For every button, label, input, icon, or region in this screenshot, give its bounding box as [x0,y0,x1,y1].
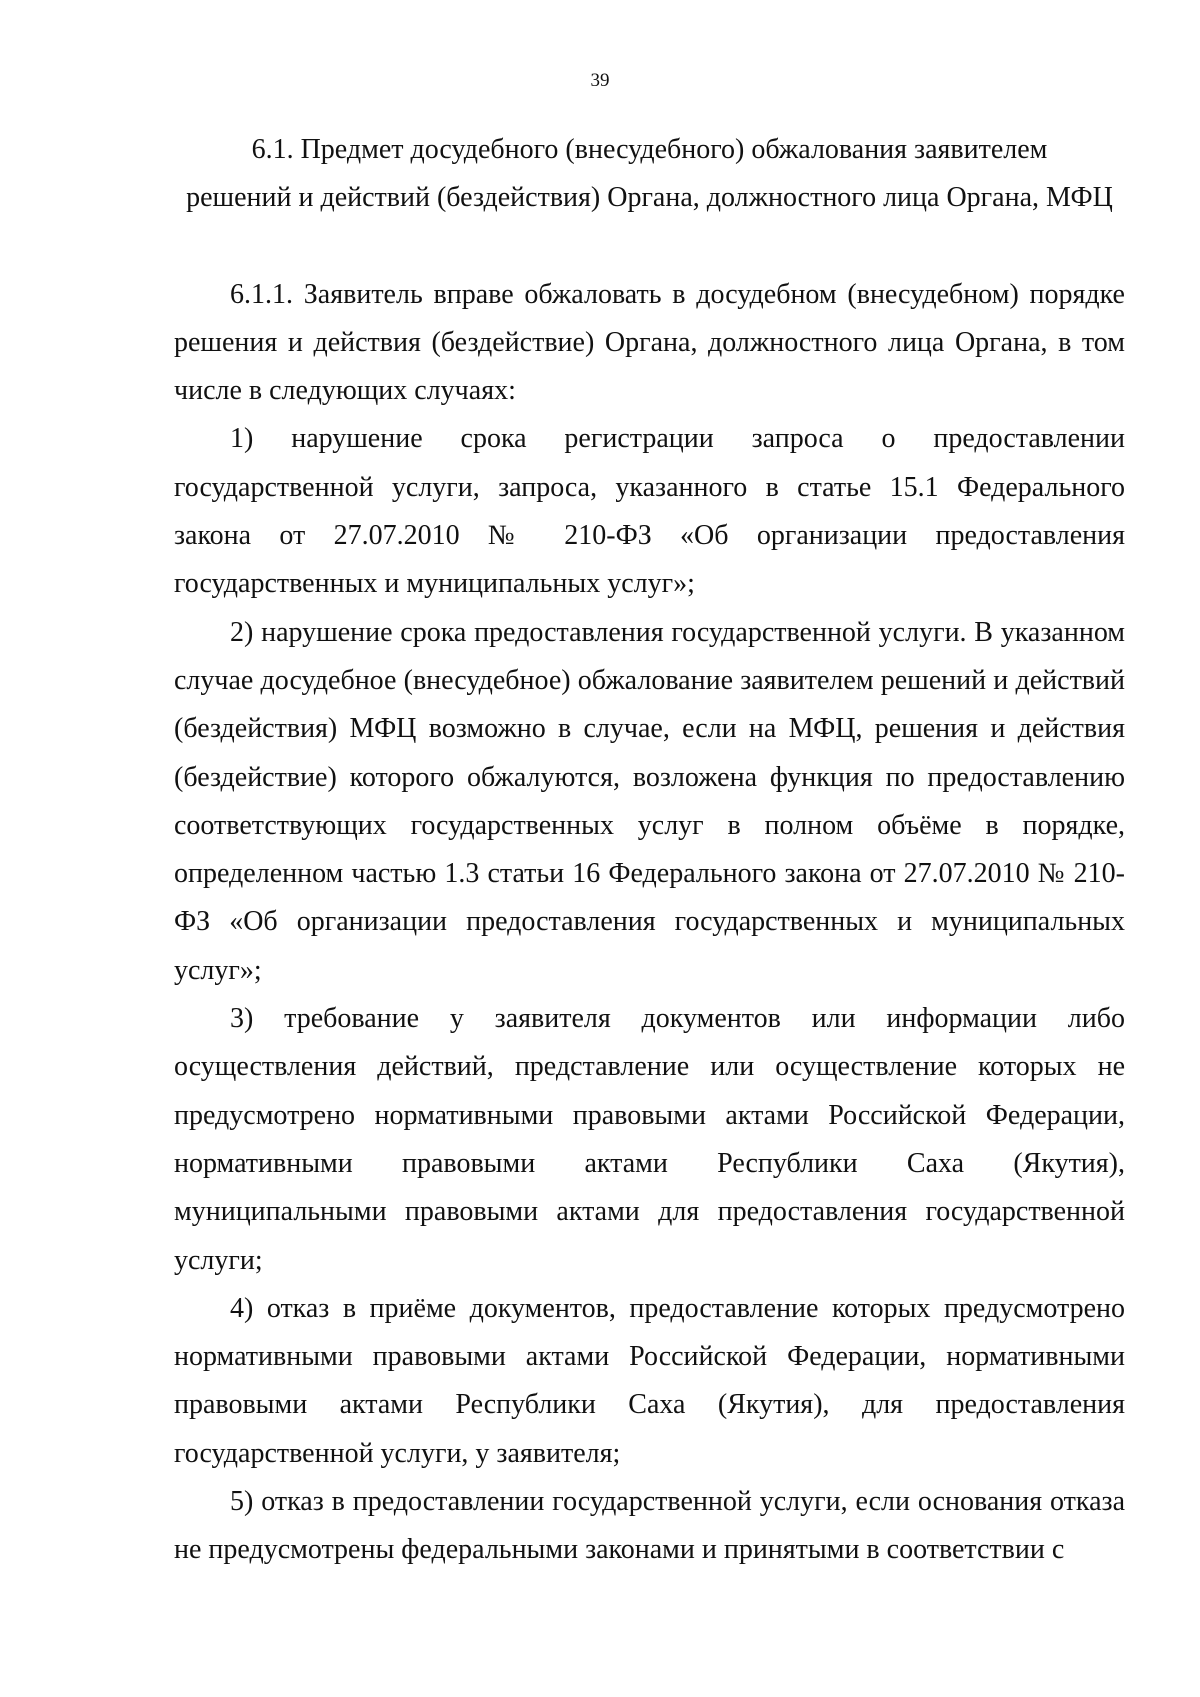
list-item-3: 3) требование у заявителя документов или информации либо осуществления действий, представление или осуществление которых не предусмотрено нормативными правовыми актами Российской Федерации, нормативными правовыми актами Республики Саха (Якутия), муниципальными правовыми актами для предоставления государственной услуги; [174,1003,1125,1276]
section-heading [174,126,1125,223]
list-item-2: 2) нарушение срока предоставления государственной услуги. В указанном случае досудебное (внесудебное) обжалование заявителем решений и действий (бездействия) МФЦ возможно в случае, если на МФЦ, решения и действия (бездействие) которого обжалуются, возложена функция по предоставлению соответствующих государственных услуг в полном объёме в порядке, определенном частью 1.3 статьи 16 Федерального закона от 27.07.2010 № 210-ФЗ «Об организации предоставления государственных и муниципальных услуг»; [174,616,1125,986]
paragraph-6-1-1: 6.1.1. Заявитель вправе обжаловать в досудебном (внесудебном) порядке решения и действия (бездействие) Органа, должностного лица Органа, в том числе в следующих случаях: [174,278,1125,407]
document-body [174,126,1125,1575]
section-heading-line-1: 6.1. Предмет досудебного (внесудебного) обжалования заявителем [251,134,1048,165]
section-heading-line-2: решений и действий (бездействия) Органа, должностного лица Органа, МФЦ [186,182,1113,214]
list-item-5: 5) отказ в предоставлении государственной услуги, если основания отказа не предусмотрены федеральными законами и принятыми в соответствии с [174,1486,1125,1566]
list-item-1: 1) нарушение срока регистрации запроса о предоставлении государственной услуги, запроса, указанного в статье 15.1 Федерального закона от 27.07.2010 № 210-ФЗ «Об организации предоставления государственных и муниципальных услуг»; [174,423,1125,600]
spacer [174,223,1125,271]
page-number: 39 [590,70,610,91]
list-item-4: 4) отказ в приёме документов, предоставление которых предусмотрено нормативными правовыми актами Российской Федерации, нормативными правовыми актами Республики Саха (Якутия), для предоставления государственной услуги, у заявителя; [174,1292,1125,1469]
